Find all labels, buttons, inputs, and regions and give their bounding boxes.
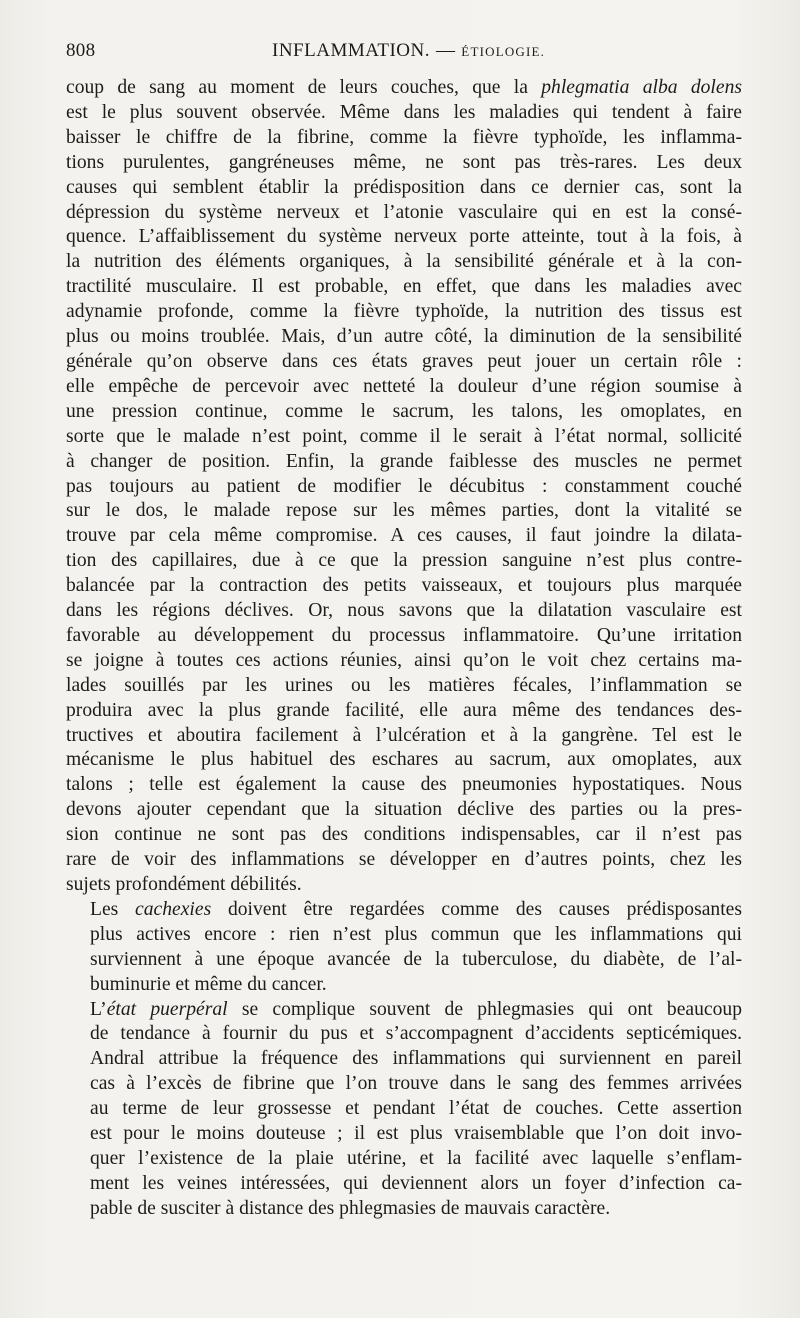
text-line: [66, 724, 742, 749]
text-run: quer l’existence de la plaie utérine, et la facilité avec laquelle s’enflam-: [90, 1147, 742, 1169]
page-number: 808: [66, 40, 96, 61]
text-run: Les: [90, 898, 136, 920]
paragraph: [66, 998, 742, 1222]
text-line: [66, 848, 742, 873]
text-run: sujets profondément débilités.: [66, 874, 302, 895]
text-run: tions purulentes, gangréneuses même, ne sont pas très-rares. Les deux: [66, 151, 742, 173]
text-run: tructives et aboutira facilement à l’ulcération et à la gangrène. Tel est le: [66, 724, 742, 746]
text-line: [66, 773, 742, 798]
text-line: [66, 798, 742, 823]
text-run: au terme de leur grossesse et pendant l’état de couches. Cette assertion: [90, 1098, 742, 1120]
text-run: dépression du système nerveux et l’atonie vasculaire qui en est la consé-: [66, 201, 742, 223]
text-run: de tendance à fournir du pus et s’accompagnent d’accidents septicémiques.: [90, 1023, 742, 1045]
text-run: devons ajouter cependant que la situation déclive des parties ou la pres-: [66, 799, 742, 821]
text-line: [66, 499, 742, 524]
text-run: surviennent à une époque avancée de la tuberculose, du diabète, de l’al-: [90, 948, 742, 970]
text-run: balancée par la contraction des petits vaisseaux, et toujours plus marquée: [66, 575, 742, 597]
chapter-title: INFLAMMATION.: [272, 40, 430, 61]
text-run: dans les régions déclives. Or, nous savons que la dilatation vasculaire est: [66, 600, 742, 622]
text-line: [66, 101, 742, 126]
text-run: baisser le chiffre de la fibrine, comme la fièvre typhoïde, les inflamma-: [66, 126, 742, 148]
text-line: [66, 973, 742, 998]
text-line: [66, 898, 742, 923]
text-run: elle empêche de percevoir avec netteté la douleur d’une région soumise à: [66, 375, 742, 397]
text-line: [66, 275, 742, 300]
text-line: [66, 699, 742, 724]
text-run: sur le dos, le malade repose sur les mêmes parties, dont la vitalité se: [66, 500, 742, 522]
text-line: [66, 475, 742, 500]
text-run: L’: [90, 998, 107, 1020]
text-run: à changer de position. Enfin, la grande faiblesse des muscles ne permet: [66, 450, 742, 472]
text-line: [66, 126, 742, 151]
text-run: cas à l’excès de fibrine que l’on trouve dans le sang des femmes arrivées: [90, 1073, 742, 1095]
running-header: [66, 40, 742, 70]
text-line: [66, 1172, 742, 1197]
text-run: rare de voir des inflammations se développer en d’autres points, chez les: [66, 849, 742, 871]
paragraph: [66, 898, 742, 998]
text-run: est pour le moins douteuse ; il est plus vraisemblable que l’on doit invo-: [90, 1123, 742, 1145]
text-run: causes qui semblent établir la prédisposition dans ce dernier cas, sont la: [66, 176, 742, 198]
text-run: produira avec la plus grande facilité, elle aura même des tendances des-: [66, 699, 742, 721]
text-run: sion continue ne sont pas des conditions indispensables, car il n’est pas: [66, 824, 742, 846]
text-line: [66, 325, 742, 350]
text-line: [66, 674, 742, 699]
text-run: doivent être regardées comme des causes prédisposantes: [211, 898, 742, 920]
text-line: [66, 574, 742, 599]
text-line: [66, 300, 742, 325]
text-run: ment les veines intéressées, qui deviennent alors un foyer d’infection ca-: [90, 1172, 742, 1194]
text-line: [66, 1147, 742, 1172]
text-run: Andral attribue la fréquence des inflammations qui surviennent en pareil: [90, 1048, 742, 1070]
section-title: ÉTIOLOGIE.: [461, 44, 546, 59]
text-line: [66, 250, 742, 275]
text-line: [66, 873, 742, 898]
running-title: [272, 40, 545, 62]
text-run: tion des capillaires, due à ce que la pression sanguine n’est plus contre-: [66, 550, 742, 572]
text-run: générale qu’on observe dans ces états graves peut jouer un certain rôle :: [66, 350, 742, 372]
text-run: se joigne à toutes ces actions réunies, ainsi qu’on le voit chez certains ma-: [66, 649, 742, 671]
text-line: [66, 151, 742, 176]
text-run: sorte que le malade n’est point, comme il le serait à l’état normal, sollicité: [66, 425, 742, 447]
italic-term: cachexies: [135, 898, 212, 920]
body-text: [66, 76, 742, 1222]
text-line: [66, 1022, 742, 1047]
italic-term: état puerpéral: [106, 998, 228, 1020]
italic-term: phlegmatia alba dolens: [541, 77, 742, 98]
text-run: quence. L’affaiblissement du système nerveux porte atteinte, tout à la fois, à: [66, 226, 742, 248]
text-run: une pression continue, comme le sacrum, les talons, les omoplates, en: [66, 400, 742, 422]
text-line: [66, 176, 742, 201]
text-run: pable de susciter à distance des phlegmasies de mauvais caractère.: [90, 1197, 611, 1219]
text-run: se complique souvent de phlegmasies qui ont beaucoup: [227, 998, 742, 1020]
text-line: [66, 1122, 742, 1147]
title-dash: —: [435, 40, 456, 61]
text-run: pas toujours au patient de modifier le décubitus : constamment couché: [66, 475, 742, 497]
text-run: adynamie profonde, comme la fièvre typhoïde, la nutrition des tissus est: [66, 301, 742, 323]
text-run: mécanisme le plus habituel des eschares au sacrum, aux omoplates, aux: [66, 749, 742, 771]
text-run: coup de sang au moment de leurs couches, que la: [66, 77, 542, 98]
text-line: [66, 748, 742, 773]
text-run: plus actives encore : rien n’est plus commun que les inflammations qui: [90, 923, 742, 945]
paragraph: [66, 76, 742, 898]
text-line: [66, 425, 742, 450]
text-line: [66, 998, 742, 1023]
text-line: [66, 1197, 742, 1222]
text-run: tractilité musculaire. Il est probable, en effet, que dans les maladies avec: [66, 276, 742, 298]
text-line: [66, 225, 742, 250]
text-run: buminurie et même du cancer.: [90, 973, 327, 995]
text-line: [66, 524, 742, 549]
text-line: [66, 1047, 742, 1072]
text-run: plus ou moins troublée. Mais, d’un autre côté, la diminution de la sensibilité: [66, 326, 742, 348]
text-line: [66, 549, 742, 574]
text-line: [66, 649, 742, 674]
text-run: trouve par cela même compromise. A ces causes, il faut joindre la dilata-: [66, 525, 742, 547]
text-run: est le plus souvent observée. Même dans les maladies qui tendent à faire: [66, 101, 742, 123]
text-line: [66, 450, 742, 475]
text-line: [66, 1097, 742, 1122]
text-run: lades souillés par les urines ou les matières fécales, l’inflammation se: [66, 674, 742, 696]
text-run: favorable au développement du processus inflammatoire. Qu’une irritation: [66, 624, 742, 646]
text-line: [66, 76, 742, 101]
text-line: [66, 201, 742, 226]
text-line: [66, 948, 742, 973]
text-line: [66, 1072, 742, 1097]
text-line: [66, 599, 742, 624]
text-line: [66, 400, 742, 425]
text-line: [66, 350, 742, 375]
text-run: la nutrition des éléments organiques, à la sensibilité générale et à la con-: [66, 251, 742, 273]
text-line: [66, 624, 742, 649]
text-run: talons ; telle est également la cause des pneumonies hypostatiques. Nous: [66, 774, 742, 796]
text-line: [66, 375, 742, 400]
text-line: [66, 923, 742, 948]
text-line: [66, 823, 742, 848]
